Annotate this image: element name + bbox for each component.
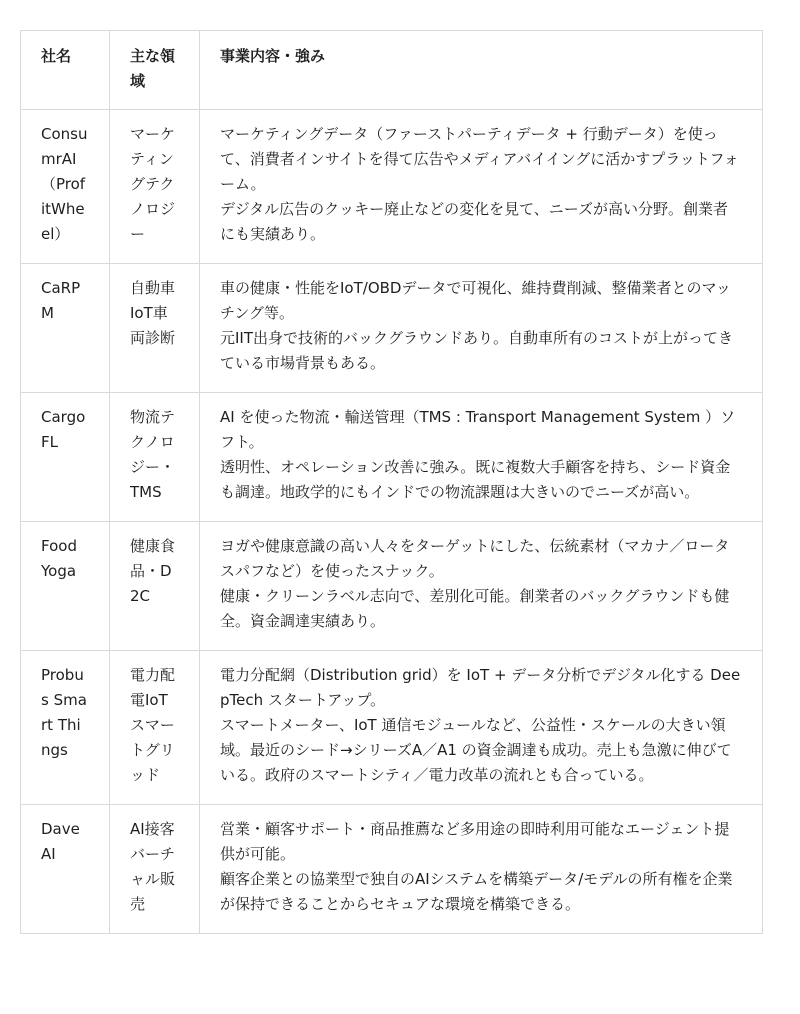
cell-company: CaRPM <box>21 264 110 393</box>
description-line: 電力分配網（Distribution grid）を IoT + データ分析でデジタル化する DeepTech スタートアップ。 <box>220 666 741 709</box>
description-line: 健康・クリーンラベル志向で、差別化可能。創業者のバックグラウンドも健全。資金調達実績あり。 <box>220 587 730 630</box>
description-line: 顧客企業との協業型で独自のAIシステムを構築データ/モデルの所有権を企業が保持できることからセキュアな環境を構築できる。 <box>220 870 733 913</box>
cell-domain: 物流テクノロジー・TMS <box>110 393 200 522</box>
description-line: 車の健康・性能をIoT/OBDデータで可視化、維持費削減、整備業者とのマッチング等。 <box>220 279 731 322</box>
table-row <box>21 522 763 651</box>
table-row <box>21 110 763 264</box>
table-row <box>21 651 763 805</box>
company-table-container <box>20 30 762 934</box>
description-line: 営業・顧客サポート・商品推薦など多用途の即時利用可能なエージェント提供が可能。 <box>220 820 730 863</box>
description-line: デジタル広告のクッキー廃止などの変化を見て、ニーズが高い分野。創業者にも実績あり。 <box>220 200 729 243</box>
cell-description <box>200 651 763 805</box>
company-table <box>20 30 763 934</box>
cell-description <box>200 264 763 393</box>
cell-company: Dave AI <box>21 805 110 934</box>
header-description: 事業内容・強み <box>200 31 763 110</box>
header-domain: 主な領域 <box>110 31 200 110</box>
table-row <box>21 264 763 393</box>
cell-description <box>200 393 763 522</box>
description-line: スマートメーター、IoT 通信モジュールなど、公益性・スケールの大きい領域。最近のシード→シリーズA／A1 の資金調達も成功。売上も急激に伸びている。政府のスマートシティ／電力改革の流れとも合っている。 <box>220 716 732 784</box>
table-row <box>21 805 763 934</box>
cell-domain: 電力配電IoTスマートグリッド <box>110 651 200 805</box>
cell-description <box>200 110 763 264</box>
cell-domain: 自動車IoT車両診断 <box>110 264 200 393</box>
table-row <box>21 393 763 522</box>
description-line: AI を使った物流・輸送管理（TMS : Transport Management System ）ソフト。 <box>220 408 736 451</box>
cell-company: Food Yoga <box>21 522 110 651</box>
cell-domain: AI接客バーチャル販売 <box>110 805 200 934</box>
description-line: 元IIT出身で技術的バックグラウンドあり。自動車所有のコストが上がってきている市場背景もある。 <box>220 329 734 372</box>
cell-company: CargoFL <box>21 393 110 522</box>
cell-company: Probus Smart Things <box>21 651 110 805</box>
cell-description <box>200 805 763 934</box>
cell-domain: 健康食品・D2C <box>110 522 200 651</box>
table-header-row <box>21 31 763 110</box>
description-line: 透明性、オペレーション改善に強み。既に複数大手顧客を持ち、シード資金も調達。地政学的にもインドでの物流課題は大きいのでニーズが高い。 <box>220 458 731 501</box>
description-line: マーケティングデータ（ファーストパーティデータ + 行動データ）を使って、消費者インサイトを得て広告やメディアバイイングに活かすプラットフォーム。 <box>220 125 739 193</box>
cell-domain: マーケティングテクノロジー <box>110 110 200 264</box>
cell-description <box>200 522 763 651</box>
header-company: 社名 <box>21 31 110 110</box>
cell-company: ConsumrAI（ProfitWheel） <box>21 110 110 264</box>
description-line: ヨガや健康意識の高い人々をターゲットにした、伝統素材（マカナ／ロータスパフなど）を使ったスナック。 <box>220 537 730 580</box>
